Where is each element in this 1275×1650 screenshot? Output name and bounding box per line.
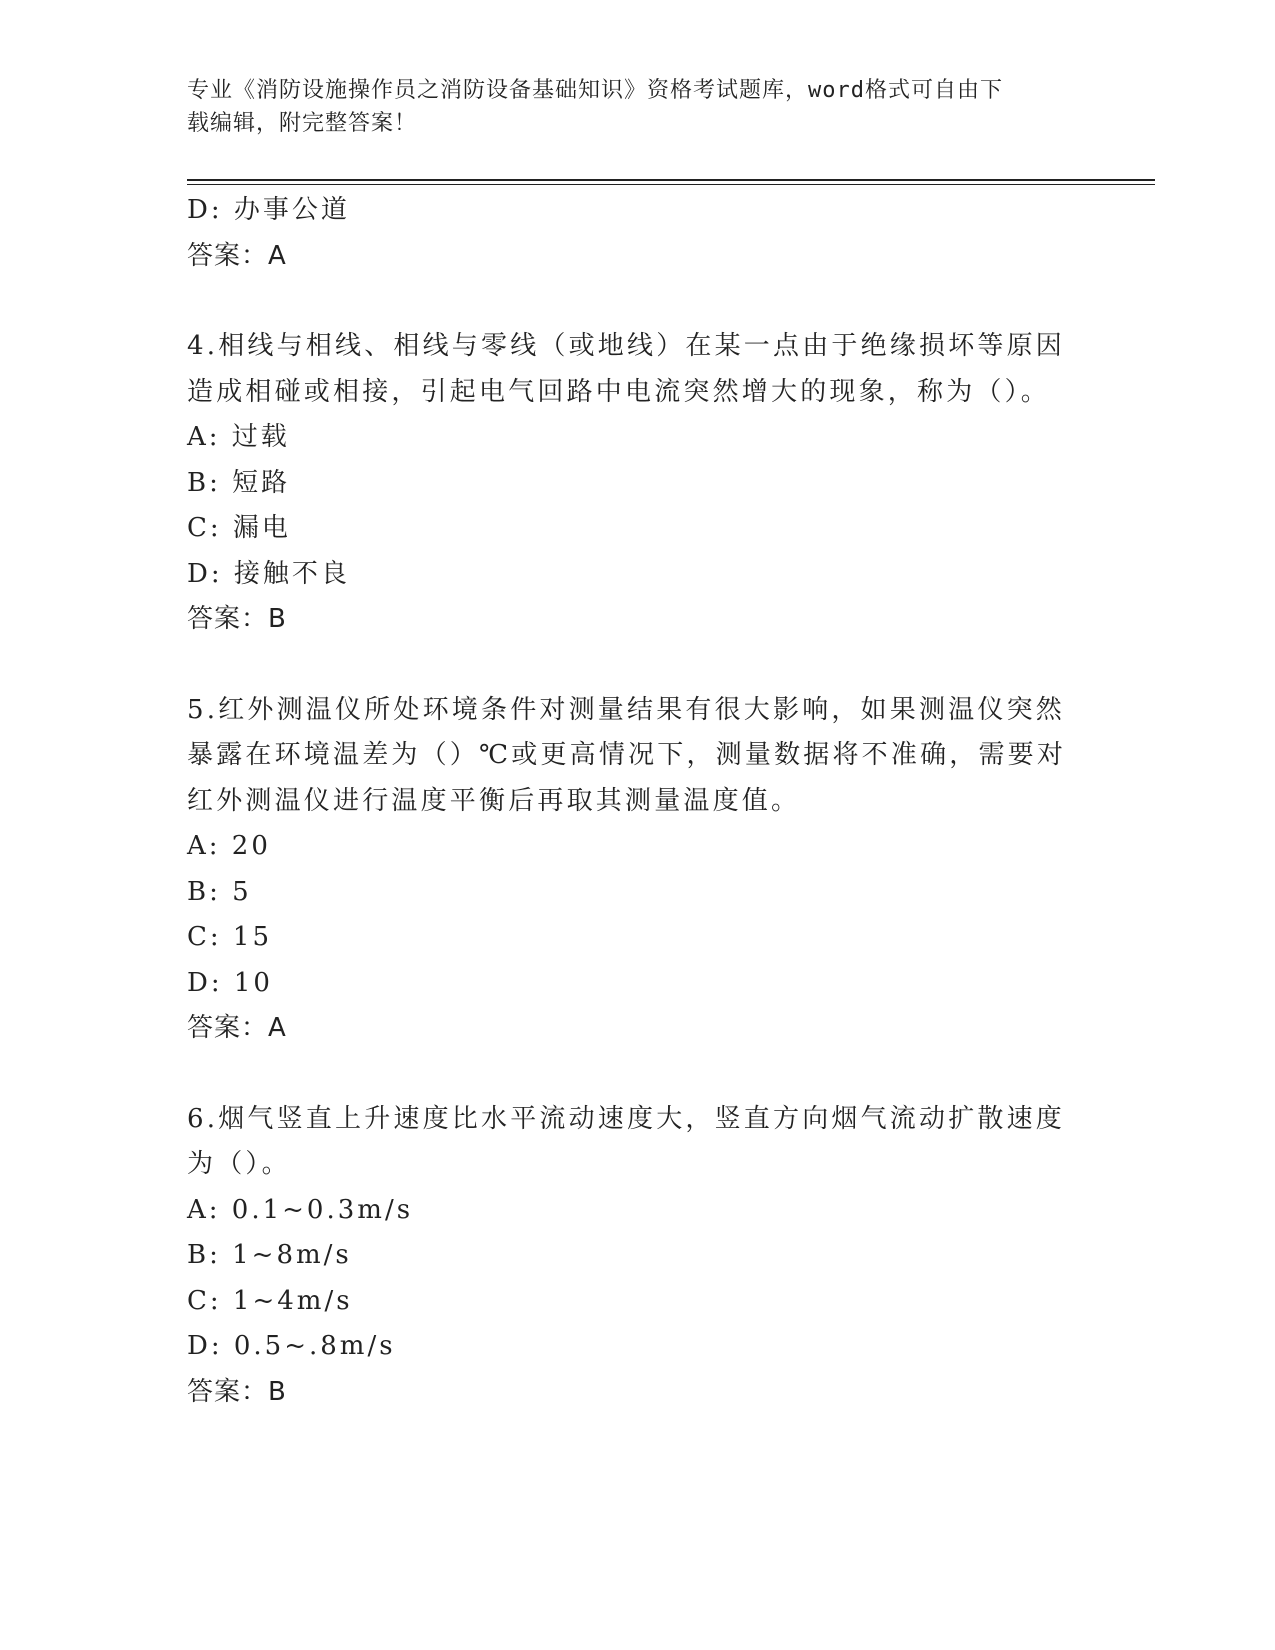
- question-stem-line: 为（）。: [187, 1149, 291, 1179]
- option-c: C: 漏电: [187, 513, 291, 543]
- header-rule-thin: [187, 184, 1155, 185]
- spacer: [187, 279, 1067, 324]
- spacer: [187, 643, 1067, 688]
- question-stem-line: 红外测温仪进行温度平衡后再取其测量温度值。: [187, 785, 801, 816]
- option-a: A: 20: [187, 831, 271, 861]
- question-block: [187, 324, 1067, 643]
- answer-line: 答案：B: [187, 1376, 287, 1407]
- option-a: A: 过载: [187, 422, 290, 452]
- option-d: D: 办事公道: [187, 195, 350, 225]
- question-block: [187, 688, 1067, 1052]
- option-c: C: 15: [187, 922, 273, 952]
- spacer: [187, 1052, 1067, 1097]
- option-c: C: 1~4m/s: [187, 1285, 353, 1316]
- option-b: B: 5: [187, 876, 252, 907]
- answer-line: 答案：A: [187, 240, 287, 271]
- header-rule-thick: [187, 179, 1155, 181]
- option-b: B: 1~8m/s: [187, 1240, 352, 1270]
- option-d: D: 10: [187, 967, 273, 998]
- header-line-2: 载编辑，附完整答案！: [187, 111, 418, 136]
- document-header: [187, 74, 1067, 140]
- question-block: [187, 1097, 1067, 1416]
- question-stem-line: 6.烟气竖直上升速度比水平流动速度大，竖直方向烟气流动扩散速度: [187, 1103, 1066, 1134]
- question-stem-line: 暴露在环境温差为（）℃或更高情况下，测量数据将不准确，需要对: [187, 740, 1067, 770]
- option-b: B: 短路: [187, 467, 291, 498]
- document-body: [187, 188, 1067, 1415]
- question-stem-line: 造成相碰或相接，引起电气回路中电流突然增大的现象，称为（）。: [187, 376, 1051, 407]
- question-stem-line: 5.红外测温仪所处环境条件对测量结果有很大影响，如果测温仪突然: [187, 694, 1066, 725]
- question-stem-line: 4.相线与相线、相线与零线（或地线）在某一点由于绝缘损坏等原因: [187, 331, 1066, 361]
- option-d: D: 0.5~.8m/s: [187, 1331, 396, 1361]
- option-d: D: 接触不良: [187, 558, 350, 589]
- answer-line: 答案：A: [187, 1013, 287, 1043]
- header-line-1: 专业《消防设施操作员之消防设备基础知识》资格考试题库，word格式可自由下: [187, 78, 1003, 103]
- option-a: A: 0.1~0.3m/s: [187, 1194, 414, 1225]
- answer-line: 答案：B: [187, 604, 287, 634]
